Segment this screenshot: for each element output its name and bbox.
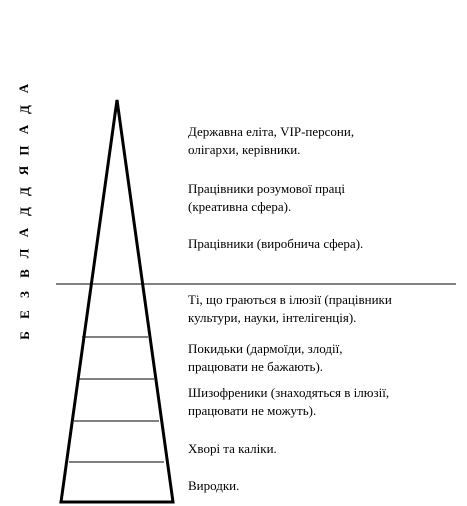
side-title-letter: Д xyxy=(16,104,32,114)
level-label-line: Ті, що граються в ілюзії (працівники xyxy=(188,292,392,307)
side-title-letter: Б xyxy=(16,331,32,340)
level-label-line: культури, науки, інтелігенція). xyxy=(188,310,357,325)
side-title-letter: З xyxy=(16,290,32,298)
side-title-letter: Е xyxy=(16,310,32,320)
level-label-line: Виродки. xyxy=(188,478,240,493)
level-label-scum xyxy=(188,340,343,376)
level-label-freaks xyxy=(188,477,239,495)
level-label-schizophrenics xyxy=(188,384,389,420)
level-label-line: Покидьки (дармоїди, злодії, xyxy=(188,341,343,356)
level-label-line: працювати не бажають). xyxy=(188,359,324,374)
level-label-line: Хворі та каліки. xyxy=(188,441,277,456)
level-label-line: працювати не можуть). xyxy=(188,403,317,418)
pyramid-outline xyxy=(61,100,173,502)
level-label-line: Шизофреники (знаходяться в ілюзії, xyxy=(188,385,390,400)
side-title-letter: Д xyxy=(16,207,32,217)
side-title-letter: П xyxy=(16,145,32,156)
level-label-line: Працівники (виробнича сфера). xyxy=(188,236,364,251)
side-title-letter: В xyxy=(16,269,32,279)
side-title-letter: Д xyxy=(16,186,32,196)
level-label-workers xyxy=(188,235,363,253)
level-label-line: (креативна сфера). xyxy=(188,199,292,214)
side-title-letter: А xyxy=(16,83,32,94)
level-label-line: Державна еліта, VIP-персони, xyxy=(188,124,355,139)
level-label-mental-workers xyxy=(188,180,345,216)
side-title-letter: Л xyxy=(16,248,32,258)
side-title-letter: А xyxy=(16,124,32,135)
level-label-line: Працівники розумової праці xyxy=(188,181,345,196)
side-title-letter: Я xyxy=(16,166,32,176)
side-title xyxy=(10,82,38,342)
level-label-elite xyxy=(188,123,354,159)
side-title-letter: А xyxy=(16,227,32,238)
level-label-line: олігархи, керівники. xyxy=(188,142,301,157)
level-label-illusion xyxy=(188,291,392,327)
level-label-sick xyxy=(188,440,277,458)
